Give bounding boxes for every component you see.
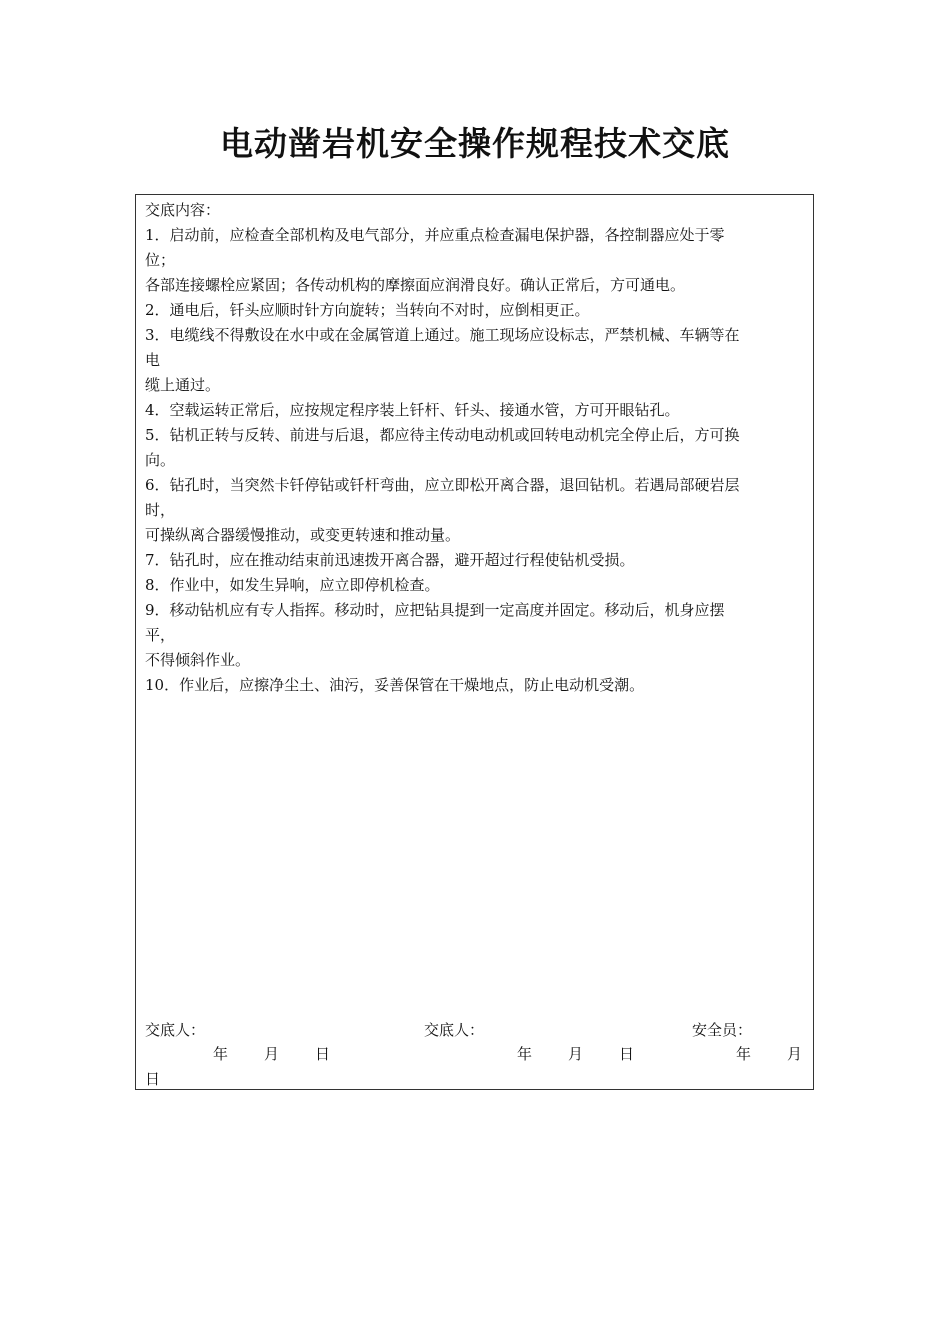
date-month-3: 月 [787,1045,803,1063]
content-line: 10．作业后，应擦净尘土、油污，妥善保管在干燥地点，防止电动机受潮。 [145,676,645,694]
signature-row [145,1018,809,1043]
safety-officer-label: 安全员： [692,1021,753,1039]
content-line: 2．通电后，钎头应顺时针方向旋转；当转向不对时，应倒相更正。 [145,301,590,319]
date-day-1: 日 [315,1045,331,1063]
receiver-label: 交底人： [424,1021,485,1039]
content-line: 电 [145,351,161,369]
content-line: 7．钻孔时，应在推动结束前迅速拨开离合器，避开超过行程使钻机受损。 [145,551,635,569]
content-line: 平， [145,626,176,644]
content-line: 向。 [145,451,176,469]
date-month-2: 月 [568,1045,584,1063]
date-day-3: 日 [145,1070,161,1088]
date-row [145,1042,809,1092]
content-line: 不得倾斜作业。 [145,651,251,669]
content-line: 可操纵离合器缓慢推动，或变更转速和推动量。 [145,526,461,544]
disclosure-content-box [135,194,814,1090]
content-line: 位； [145,251,176,269]
date-year-1: 年 [213,1045,229,1063]
content-line: 8．作业中，如发生异响，应立即停机检查。 [145,576,440,594]
content-line: 6．钻孔时，当突然卡钎停钻或钎杆弯曲，应立即松开离合器，退回钻机。若遇局部硬岩层 [145,476,740,494]
content-line: 9．移动钻机应有专人指挥。移动时，应把钻具提到一定高度并固定。移动后，机身应摆 [145,601,725,619]
content-line: 5．钻机正转与反转、前进与后退，都应待主传动电动机或回转电动机完全停止后，方可换 [145,426,740,444]
content-line: 3．电缆线不得敷设在水中或在金属管道上通过。施工现场应设标志，严禁机械、车辆等在 [145,326,740,344]
content-label: 交底内容： [145,201,221,219]
disclosure-body [145,198,809,698]
date-year-3: 年 [736,1045,752,1063]
date-year-2: 年 [517,1045,533,1063]
document-title: 电动凿岩机安全操作规程技术交底 [220,124,730,163]
content-line: 4．空载运转正常后，应按规定程序装上钎杆、钎头、接通水管，方可开眼钻孔。 [145,401,680,419]
content-line: 时， [145,501,176,519]
content-line: 1．启动前，应检查全部机构及电气部分，并应重点检查漏电保护器，各控制器应处于零 [145,226,725,244]
content-line: 缆上通过。 [145,376,221,394]
date-day-2: 日 [619,1045,635,1063]
discloser-label: 交底人： [145,1021,206,1039]
content-line: 各部连接螺栓应紧固；各传动机构的摩擦面应润滑良好。确认正常后，方可通电。 [145,276,686,294]
date-month-1: 月 [264,1045,280,1063]
